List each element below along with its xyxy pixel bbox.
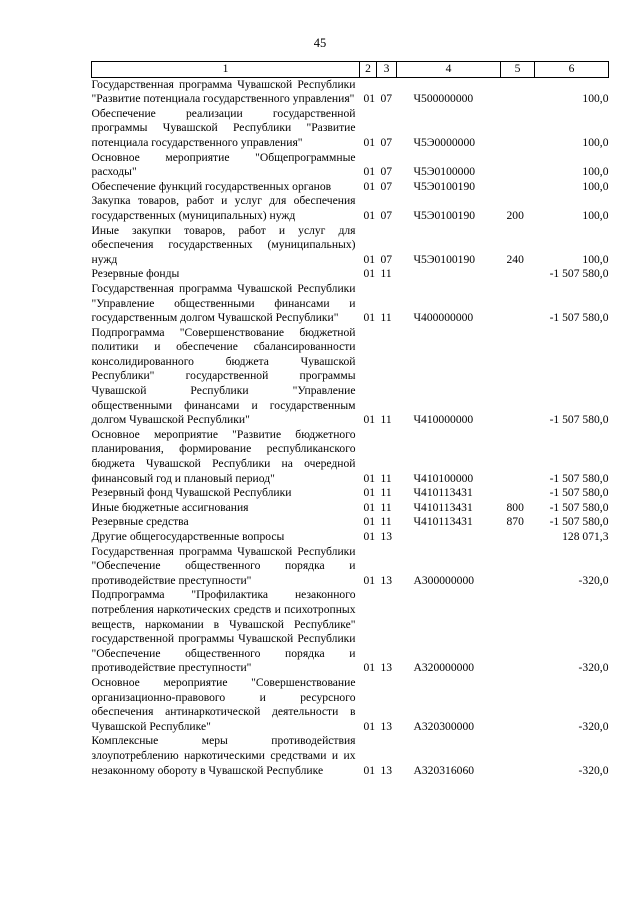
- row-name: Подпрограмма "Совершенствование бюджетной политики и обеспечение сбалансированности консолидированного бюджета Чувашской Республики" государственной программы Чувашской Республики "Управление общественными финансами и государственным долгом Чувашской Республики": [91, 325, 356, 427]
- row-amount: 100,0: [582, 252, 609, 266]
- row-amount: -320,0: [578, 763, 609, 777]
- row-subsection-code: 13: [380, 763, 393, 777]
- row-subsection-code: 13: [380, 719, 393, 733]
- row-amount: -1 507 580,0: [549, 471, 609, 485]
- row-section-code: 01: [363, 413, 376, 427]
- row-section-code: 01: [363, 763, 376, 777]
- row-section-code: 01: [363, 311, 376, 325]
- row-target-article: А320300000: [413, 719, 475, 733]
- row-subsection-code: 07: [380, 179, 393, 193]
- row-amount: -1 507 580,0: [549, 267, 609, 281]
- row-target-article: А320000000: [413, 661, 475, 675]
- row-section-code: 01: [363, 530, 376, 543]
- table-row: [92, 515, 609, 530]
- row-expense-type: [501, 530, 535, 545]
- row-amount: 100,0: [582, 208, 609, 222]
- row-amount: 100,0: [582, 135, 609, 149]
- row-expense-type: [501, 180, 535, 195]
- row-name: Комплексные меры противодействия злоупотреблению наркотическими средствами и их незаконному обороту в Чувашской Республике: [91, 734, 356, 777]
- row-section-code: 01: [363, 500, 376, 514]
- row-expense-type: [501, 588, 535, 676]
- row-expense-type: [501, 734, 535, 778]
- table-row: [92, 486, 609, 501]
- row-expense-type: 240: [506, 252, 524, 266]
- row-name: Основное мероприятие "Развитие бюджетного планирования, формирование республиканского бюджета Чувашской Республики на очередной финансовый год и плановый период": [91, 427, 356, 485]
- row-amount: -1 507 580,0: [549, 486, 609, 500]
- page-number: 45: [313, 36, 327, 50]
- table-row: [92, 194, 609, 223]
- row-amount: -1 507 580,0: [549, 413, 609, 427]
- row-name: Резервные средства: [91, 515, 189, 529]
- row-amount: -320,0: [578, 719, 609, 733]
- row-amount: 100,0: [582, 92, 609, 106]
- row-amount: 100,0: [582, 179, 609, 193]
- row-subsection-code: 07: [380, 135, 393, 149]
- row-subsection-code: 11: [380, 500, 392, 514]
- row-section-code: 01: [363, 92, 376, 106]
- row-target-article: Ч5Э0100190: [413, 252, 476, 266]
- row-amount: 100,0: [582, 165, 609, 179]
- row-subsection-code: 11: [380, 486, 392, 500]
- row-section-code: 01: [363, 719, 376, 733]
- row-section-code: 01: [363, 208, 376, 222]
- row-expense-type: [501, 267, 535, 282]
- row-name: Государственная программа Чувашской Республики "Развитие потенциала государственного управления": [91, 77, 356, 106]
- row-amount: -1 507 580,0: [549, 515, 609, 529]
- row-name: Обеспечение функций государственных органов: [91, 179, 332, 193]
- row-subsection-code: 07: [380, 252, 393, 266]
- row-target-article: Ч5Э0100190: [413, 208, 476, 222]
- table-row: [92, 282, 609, 326]
- row-name: Обеспечение реализации государственной программы Чувашской Республики "Развитие потенциала государственного управления": [91, 106, 356, 149]
- row-target-article: Ч5Э0100000: [413, 165, 476, 179]
- row-amount: 128 071,3: [562, 530, 609, 543]
- row-amount: -1 507 580,0: [549, 311, 609, 325]
- row-subsection-code: 13: [380, 661, 393, 675]
- row-expense-type: [501, 486, 535, 501]
- row-target-article: А320316060: [413, 763, 475, 777]
- row-expense-type: [501, 326, 535, 428]
- row-subsection-code: 11: [380, 515, 392, 529]
- row-name: Иные закупки товаров, работ и услуг для обеспечения государственных (муниципальных) нужд: [91, 223, 356, 266]
- row-expense-type: 200: [506, 208, 524, 222]
- table-row: [92, 428, 609, 486]
- row-target-article: А300000000: [413, 573, 475, 587]
- row-section-code: 01: [363, 661, 376, 675]
- row-target-article: [397, 267, 501, 282]
- row-amount: -320,0: [578, 661, 609, 675]
- row-name: Резервный фонд Чувашской Республики: [91, 486, 292, 500]
- row-section-code: 01: [363, 267, 376, 281]
- row-section-code: 01: [363, 252, 376, 266]
- row-expense-type: [501, 77, 535, 107]
- table-row: [92, 588, 609, 676]
- row-name: Иные бюджетные ассигнования: [91, 500, 249, 514]
- row-expense-type: [501, 545, 535, 589]
- table-body: [92, 77, 609, 778]
- row-subsection-code: 13: [380, 573, 393, 587]
- row-name: Государственная программа Чувашской Республики "Управление общественными финансами и государственным долгом Чувашской Республики": [91, 281, 356, 325]
- table-row: [92, 545, 609, 589]
- row-expense-type: [501, 151, 535, 180]
- row-target-article: Ч500000000: [413, 92, 474, 106]
- table-row: [92, 676, 609, 734]
- row-expense-type: [501, 428, 535, 486]
- row-section-code: 01: [363, 486, 376, 500]
- row-subsection-code: 13: [380, 530, 393, 543]
- row-target-article: Ч5Э0000000: [413, 135, 476, 149]
- row-section-code: 01: [363, 135, 376, 149]
- header-col-2: 2: [360, 62, 377, 78]
- row-section-code: 01: [363, 515, 376, 529]
- table-row: [92, 180, 609, 195]
- row-section-code: 01: [363, 471, 376, 485]
- row-amount: -1 507 580,0: [549, 500, 609, 514]
- header-col-5: 5: [501, 62, 535, 78]
- row-name: Закупка товаров, работ и услуг для обеспечения государственных (муниципальных) нужд: [91, 194, 356, 222]
- row-name: Другие общегосударственные вопросы: [91, 530, 285, 543]
- row-section-code: 01: [363, 165, 376, 179]
- row-expense-type: 800: [506, 500, 524, 514]
- row-subsection-code: 11: [380, 267, 392, 281]
- row-subsection-code: 07: [380, 208, 393, 222]
- row-section-code: 01: [363, 573, 376, 587]
- row-subsection-code: 07: [380, 165, 393, 179]
- row-target-article: [397, 530, 501, 545]
- row-section-code: 01: [363, 179, 376, 193]
- table-row: [92, 734, 609, 778]
- row-subsection-code: 07: [380, 92, 393, 106]
- row-expense-type: [501, 282, 535, 326]
- table-header: [92, 62, 609, 78]
- row-amount: -320,0: [578, 573, 609, 587]
- row-target-article: Ч400000000: [413, 311, 474, 325]
- header-col-3: 3: [377, 62, 397, 78]
- table-row: [92, 267, 609, 282]
- table-row: [92, 530, 609, 545]
- row-target-article: Ч410113431: [413, 515, 473, 529]
- row-target-article: Ч410000000: [413, 413, 474, 427]
- table-row: [92, 224, 609, 268]
- row-name: Основное мероприятие "Совершенствование организационно-правового и ресурсного обеспечения антинаркотической деятельности в Чувашской Республике": [91, 675, 356, 733]
- row-subsection-code: 11: [380, 471, 392, 485]
- row-expense-type: [501, 107, 535, 151]
- row-subsection-code: 11: [380, 311, 392, 325]
- row-expense-type: 870: [506, 515, 524, 529]
- table-row: [92, 151, 609, 180]
- row-target-article: Ч410100000: [413, 471, 474, 485]
- budget-table: [91, 61, 609, 778]
- header-col-6: 6: [535, 62, 609, 78]
- row-name: Подпрограмма "Профилактика незаконного потребления наркотических средств и психотропных веществ, наркомании в Чувашской Республике" государственной программы Чувашской Республики "Обеспечение общественного порядка и противодействие преступности": [91, 588, 356, 675]
- row-target-article: Ч5Э0100190: [413, 179, 476, 193]
- row-target-article: Ч410113431: [413, 500, 473, 514]
- table-row: [92, 107, 609, 151]
- row-expense-type: [501, 676, 535, 734]
- row-subsection-code: 11: [380, 413, 392, 427]
- header-col-1: 1: [92, 62, 360, 78]
- row-name: Резервные фонды: [91, 267, 180, 281]
- table-row: [92, 326, 609, 428]
- header-col-4: 4: [397, 62, 501, 78]
- row-target-article: Ч410113431: [413, 486, 473, 500]
- table-row: [92, 501, 609, 516]
- table-row: [92, 77, 609, 107]
- row-name: Государственная программа Чувашской Республики "Обеспечение общественного порядка и противодействие преступности": [91, 544, 356, 587]
- row-name: Основное мероприятие "Общепрограммные расходы": [91, 150, 356, 179]
